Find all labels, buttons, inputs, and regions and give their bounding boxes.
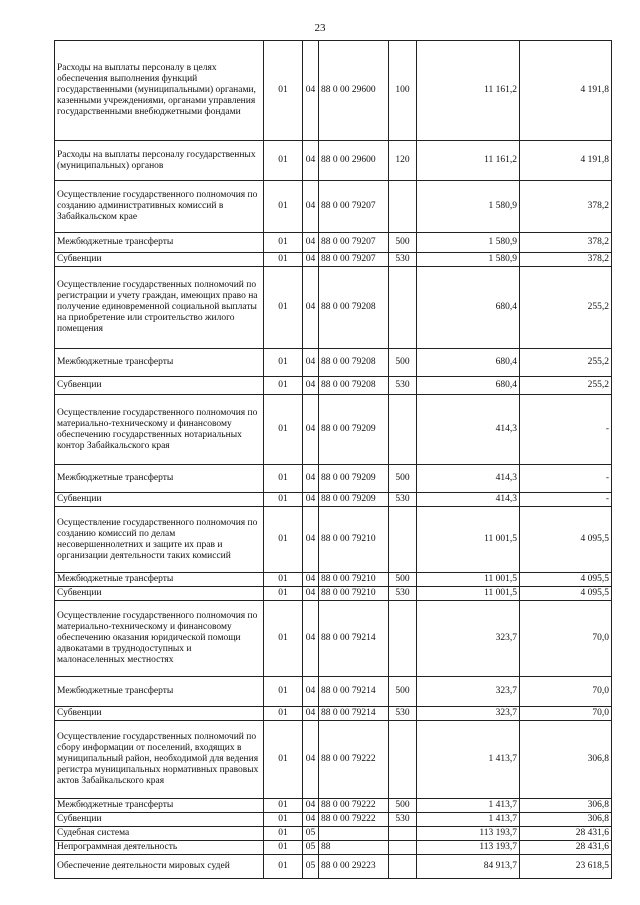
- row-expense-type: [389, 855, 417, 879]
- row-amount-actual: 4 095,5: [520, 587, 612, 601]
- table-row: [55, 721, 612, 799]
- row-expense-type: [389, 721, 417, 799]
- table-row: [55, 573, 612, 587]
- row-name: Обеспечение деятельности мировых судей: [55, 855, 264, 879]
- row-amount-actual: 4 191,8: [520, 141, 612, 181]
- row-amount-actual: 4 191,8: [520, 41, 612, 141]
- table-row: [55, 233, 612, 253]
- row-amount-plan: 11 001,5: [417, 573, 520, 587]
- table-row: [55, 181, 612, 233]
- table-row: [55, 507, 612, 573]
- row-amount-plan: 113 193,7: [417, 841, 520, 855]
- row-subsection: 04: [303, 601, 319, 677]
- row-target-code: 88 0 00 79214: [319, 601, 389, 677]
- row-amount-plan: 414,3: [417, 465, 520, 493]
- row-subsection: 04: [303, 707, 319, 721]
- row-name: Осуществление государственного полномочия по материально-техническому и финансовому обеспечению оказания юридической помощи адвокатами в труднодоступных и малонаселенных местностях: [55, 601, 264, 677]
- row-section: 01: [264, 41, 303, 141]
- row-amount-plan: 11 161,2: [417, 141, 520, 181]
- row-section: 01: [264, 721, 303, 799]
- row-subsection: 04: [303, 233, 319, 253]
- row-name: Субвенции: [55, 813, 264, 827]
- row-expense-type: 100: [389, 41, 417, 141]
- row-amount-plan: 323,7: [417, 601, 520, 677]
- row-amount-actual: 255,2: [520, 377, 612, 395]
- row-subsection: 05: [303, 855, 319, 879]
- row-target-code: 88 0 00 79222: [319, 721, 389, 799]
- row-name: Субвенции: [55, 587, 264, 601]
- row-name: Осуществление государственных полномочий по сбору информации от поселений, входящих в муниципальный район, необходимой для ведения регистра муниципальных нормативных правовых актов Забайкальского края: [55, 721, 264, 799]
- row-name: Судебная система: [55, 827, 264, 841]
- row-name: Осуществление государственного полномочия по созданию комиссий по делам несовершеннолетних и защите их прав и организации деятельности таких комиссий: [55, 507, 264, 573]
- row-target-code: 88: [319, 841, 389, 855]
- row-amount-plan: 1 580,9: [417, 233, 520, 253]
- row-amount-actual: 306,8: [520, 721, 612, 799]
- row-expense-type: 530: [389, 587, 417, 601]
- row-amount-plan: 680,4: [417, 377, 520, 395]
- row-amount-plan: 680,4: [417, 349, 520, 377]
- table-row: [55, 141, 612, 181]
- row-expense-type: [389, 601, 417, 677]
- row-amount-actual: -: [520, 465, 612, 493]
- row-section: 01: [264, 349, 303, 377]
- row-subsection: 04: [303, 181, 319, 233]
- row-amount-plan: 323,7: [417, 677, 520, 707]
- row-expense-type: 530: [389, 253, 417, 267]
- row-name: Осуществление государственного полномочия по созданию административных комиссий в Забайкальском крае: [55, 181, 264, 233]
- row-target-code: 88 0 00 79210: [319, 587, 389, 601]
- table-row: [55, 465, 612, 493]
- row-amount-plan: 11 001,5: [417, 587, 520, 601]
- row-amount-actual: 378,2: [520, 253, 612, 267]
- row-section: 01: [264, 267, 303, 349]
- row-target-code: 88 0 00 29600: [319, 41, 389, 141]
- row-target-code: 88 0 00 29223: [319, 855, 389, 879]
- row-subsection: 04: [303, 813, 319, 827]
- row-expense-type: [389, 395, 417, 465]
- row-subsection: 04: [303, 377, 319, 395]
- budget-table: [54, 40, 612, 879]
- row-subsection: 04: [303, 493, 319, 507]
- row-amount-actual: 4 095,5: [520, 573, 612, 587]
- row-subsection: 04: [303, 799, 319, 813]
- row-amount-plan: 414,3: [417, 493, 520, 507]
- row-subsection: 04: [303, 349, 319, 377]
- row-target-code: 88 0 00 79214: [319, 707, 389, 721]
- table-row: [55, 813, 612, 827]
- row-amount-plan: 84 913,7: [417, 855, 520, 879]
- row-section: 01: [264, 601, 303, 677]
- row-expense-type: 530: [389, 493, 417, 507]
- row-expense-type: 530: [389, 707, 417, 721]
- row-amount-actual: 378,2: [520, 181, 612, 233]
- row-amount-actual: 70,0: [520, 707, 612, 721]
- row-amount-actual: 255,2: [520, 267, 612, 349]
- row-amount-plan: 1 413,7: [417, 813, 520, 827]
- table-row: [55, 41, 612, 141]
- table-row: [55, 855, 612, 879]
- row-target-code: 88 0 00 79207: [319, 181, 389, 233]
- row-target-code: 88 0 00 79207: [319, 233, 389, 253]
- row-subsection: 04: [303, 721, 319, 799]
- row-section: 01: [264, 677, 303, 707]
- row-expense-type: [389, 181, 417, 233]
- row-subsection: 04: [303, 141, 319, 181]
- row-expense-type: 120: [389, 141, 417, 181]
- row-expense-type: 500: [389, 465, 417, 493]
- row-subsection: 04: [303, 253, 319, 267]
- row-section: 01: [264, 395, 303, 465]
- row-subsection: 04: [303, 395, 319, 465]
- row-subsection: 05: [303, 841, 319, 855]
- row-subsection: 04: [303, 587, 319, 601]
- row-subsection: 04: [303, 573, 319, 587]
- row-section: 01: [264, 253, 303, 267]
- row-section: 01: [264, 573, 303, 587]
- page-number: 23: [314, 22, 326, 34]
- row-expense-type: [389, 827, 417, 841]
- row-expense-type: 500: [389, 799, 417, 813]
- row-target-code: 88 0 00 79209: [319, 465, 389, 493]
- row-expense-type: 500: [389, 573, 417, 587]
- row-name: Осуществление государственных полномочий по регистрации и учету граждан, имеющих право на получение единовременной социальной выплаты на приобретение или строительство жилого помещения: [55, 267, 264, 349]
- row-name: Межбюджетные трансферты: [55, 677, 264, 707]
- row-subsection: 04: [303, 677, 319, 707]
- row-target-code: 88 0 00 79209: [319, 395, 389, 465]
- table-row: [55, 799, 612, 813]
- row-name: Расходы на выплаты персоналу в целях обеспечения выполнения функций государственными (муниципальными) органами, казенными учреждениями, органами управления государственными внебюджетными фондами: [55, 41, 264, 141]
- table-row: [55, 395, 612, 465]
- row-subsection: 04: [303, 267, 319, 349]
- row-amount-plan: 1 580,9: [417, 253, 520, 267]
- row-expense-type: 530: [389, 377, 417, 395]
- table-row: [55, 377, 612, 395]
- row-section: 01: [264, 827, 303, 841]
- row-name: Субвенции: [55, 493, 264, 507]
- row-section: 01: [264, 855, 303, 879]
- row-amount-actual: 23 618,5: [520, 855, 612, 879]
- row-section: 01: [264, 841, 303, 855]
- table-row: [55, 841, 612, 855]
- row-target-code: 88 0 00 79208: [319, 377, 389, 395]
- row-name: Субвенции: [55, 707, 264, 721]
- row-expense-type: [389, 267, 417, 349]
- row-subsection: 04: [303, 41, 319, 141]
- row-amount-actual: 306,8: [520, 813, 612, 827]
- row-name: Субвенции: [55, 253, 264, 267]
- row-name: Осуществление государственного полномочия по материально-техническому и финансовому обеспечению государственных нотариальных контор Забайкальского края: [55, 395, 264, 465]
- row-section: 01: [264, 707, 303, 721]
- row-amount-plan: 680,4: [417, 267, 520, 349]
- table-row: [55, 601, 612, 677]
- table-row: [55, 707, 612, 721]
- row-amount-actual: 306,8: [520, 799, 612, 813]
- row-amount-actual: 255,2: [520, 349, 612, 377]
- row-expense-type: [389, 841, 417, 855]
- row-name: Непрограммная деятельность: [55, 841, 264, 855]
- table-row: [55, 349, 612, 377]
- row-target-code: 88 0 00 29600: [319, 141, 389, 181]
- table-row: [55, 827, 612, 841]
- table-row: [55, 267, 612, 349]
- row-section: 01: [264, 141, 303, 181]
- row-name: Межбюджетные трансферты: [55, 799, 264, 813]
- row-target-code: 88 0 00 79207: [319, 253, 389, 267]
- row-target-code: [319, 827, 389, 841]
- row-target-code: 88 0 00 79210: [319, 507, 389, 573]
- row-target-code: 88 0 00 79214: [319, 677, 389, 707]
- row-section: 01: [264, 813, 303, 827]
- table-row: [55, 253, 612, 267]
- row-target-code: 88 0 00 79222: [319, 813, 389, 827]
- row-section: 01: [264, 799, 303, 813]
- row-section: 01: [264, 233, 303, 253]
- row-section: 01: [264, 507, 303, 573]
- row-amount-plan: 113 193,7: [417, 827, 520, 841]
- row-subsection: 05: [303, 827, 319, 841]
- row-section: 01: [264, 587, 303, 601]
- row-expense-type: 530: [389, 813, 417, 827]
- row-section: 01: [264, 181, 303, 233]
- row-name: Межбюджетные трансферты: [55, 349, 264, 377]
- row-section: 01: [264, 465, 303, 493]
- row-section: 01: [264, 377, 303, 395]
- table-row: [55, 587, 612, 601]
- row-expense-type: [389, 507, 417, 573]
- row-amount-plan: 1 413,7: [417, 799, 520, 813]
- row-subsection: 04: [303, 465, 319, 493]
- row-target-code: 88 0 00 79209: [319, 493, 389, 507]
- row-name: Межбюджетные трансферты: [55, 465, 264, 493]
- row-amount-plan: 323,7: [417, 707, 520, 721]
- row-amount-actual: 378,2: [520, 233, 612, 253]
- row-target-code: 88 0 00 79208: [319, 267, 389, 349]
- row-target-code: 88 0 00 79210: [319, 573, 389, 587]
- table-row: [55, 677, 612, 707]
- row-amount-actual: 28 431,6: [520, 827, 612, 841]
- row-target-code: 88 0 00 79222: [319, 799, 389, 813]
- row-name: Субвенции: [55, 377, 264, 395]
- table-row: [55, 493, 612, 507]
- row-section: 01: [264, 493, 303, 507]
- row-expense-type: 500: [389, 349, 417, 377]
- row-name: Межбюджетные трансферты: [55, 573, 264, 587]
- row-amount-plan: 414,3: [417, 395, 520, 465]
- row-expense-type: 500: [389, 677, 417, 707]
- row-name: Расходы на выплаты персоналу государственных (муниципальных) органов: [55, 141, 264, 181]
- row-amount-actual: -: [520, 493, 612, 507]
- row-amount-plan: 1 413,7: [417, 721, 520, 799]
- row-amount-plan: 1 580,9: [417, 181, 520, 233]
- row-amount-plan: 11 161,2: [417, 41, 520, 141]
- row-expense-type: 500: [389, 233, 417, 253]
- row-subsection: 04: [303, 507, 319, 573]
- row-amount-actual: 4 095,5: [520, 507, 612, 573]
- row-name: Межбюджетные трансферты: [55, 233, 264, 253]
- row-target-code: 88 0 00 79208: [319, 349, 389, 377]
- row-amount-actual: -: [520, 395, 612, 465]
- row-amount-actual: 70,0: [520, 601, 612, 677]
- row-amount-plan: 11 001,5: [417, 507, 520, 573]
- row-amount-actual: 70,0: [520, 677, 612, 707]
- row-amount-actual: 28 431,6: [520, 841, 612, 855]
